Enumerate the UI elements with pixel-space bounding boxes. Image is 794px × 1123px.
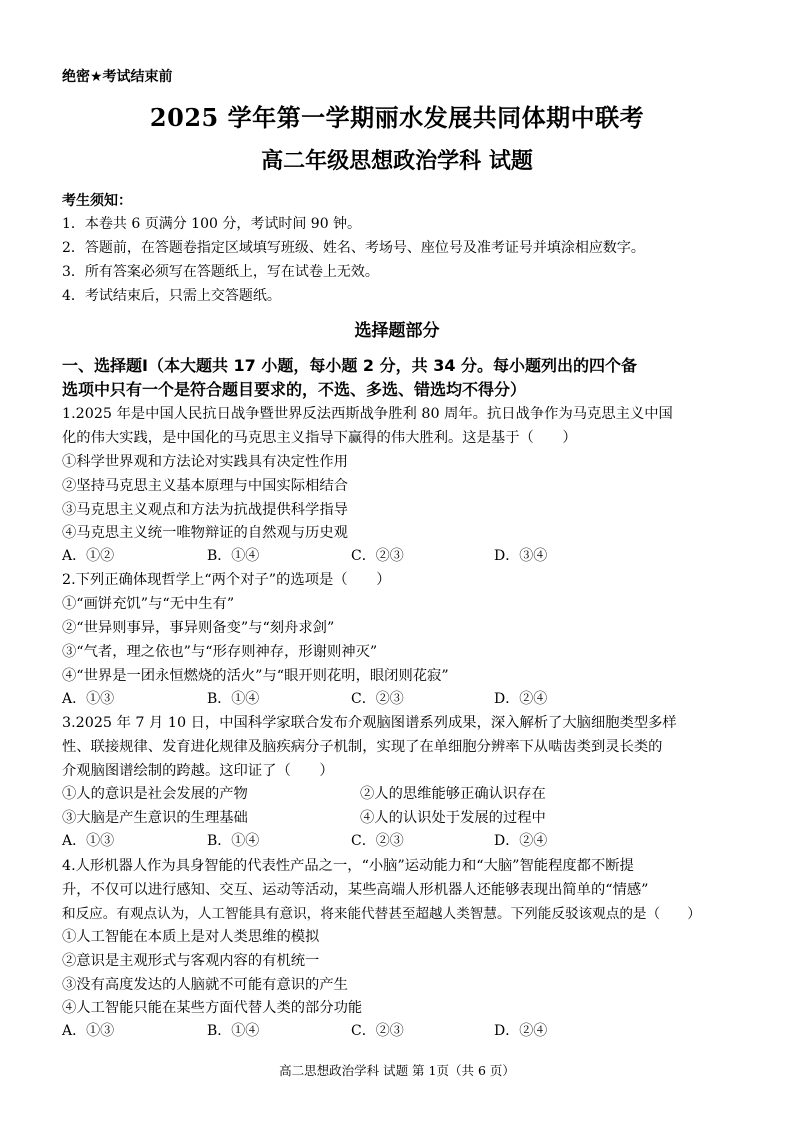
statement-item: ③马克思主义观点和方法为抗战提供科学指导 (62, 502, 348, 518)
statement-item: ④人工智能只能在某些方面代替人类的部分功能 (62, 1000, 363, 1016)
option-d: D．②④ (494, 691, 548, 707)
question-stem: 化的伟大实践，是中国化的马克思主义指导下赢得的伟大胜利。这是基于（ ） (62, 430, 577, 446)
notice-item: 3．所有答案必须写在答题纸上，写在试卷上无效。 (62, 264, 379, 280)
question-stem: 3.2025 年 7 月 10 日，中国科学家联合发布介观脑图谱系列成果，深入解析了大脑细胞类型多样 (62, 715, 677, 731)
question-stem: 1.2025 年是中国人民抗日战争暨世界反法西斯战争胜利 80 周年。抗日战争作为马克思主义中国 (62, 406, 673, 422)
notice-heading: 考生须知： (62, 193, 132, 209)
exam-subtitle: 高二年级思想政治学科 试题 (261, 148, 533, 174)
question-stem: 和反应。有观点认为，人工智能具有意识，将来能代替甚至超越人类智慧。下列能反驳该观点的是（ ） (62, 906, 701, 922)
statement-item: ④人的认识处于发展的过程中 (360, 810, 546, 826)
statement-item: ③“气者，理之依也”与“形存则神存，形谢则神灭” (62, 644, 378, 660)
statement-item: ①科学世界观和方法论对实践具有决定性作用 (62, 454, 348, 470)
question-stem: 4.人形机器人作为具身智能的代表性产品之一，“小脑”运动能力和“大脑”智能程度都不断提 (62, 858, 634, 874)
statement-item: ④“世界是一团永恒燃烧的活火”与“眼开则花明，眼闭则花寂” (62, 668, 449, 684)
option-a: A．①② (62, 548, 115, 564)
option-c: C．②③ (351, 1023, 404, 1039)
question-stem: 性、联接规律、发育进化规律及脑疾病分子机制，实现了在单细胞分辨率下从啮齿类到灵长类的 (62, 739, 663, 755)
option-a: A．①③ (62, 691, 115, 707)
statement-item: ②意识是主观形式与客观内容的有机统一 (62, 953, 320, 969)
exam-title: 2025 学年第一学期丽水发展共同体期中联考 (149, 103, 645, 132)
option-c: C．②③ (351, 833, 404, 849)
statement-item: ④马克思主义统一唯物辩证的自然观与历史观 (62, 525, 348, 541)
part-heading-line2: 选项中只有一个是符合题目要求的，不选、多选、错选均不得分） (62, 380, 527, 399)
option-a: A．①③ (62, 1023, 115, 1039)
option-c: C．②③ (351, 548, 404, 564)
confidential-label: 绝密★考试结束前 (62, 69, 173, 85)
option-d: D．②④ (494, 1023, 548, 1039)
statement-item: ②人的思维能够正确认识存在 (360, 786, 546, 802)
statement-item: ②“世异则事异，事异则备变”与“刻舟求剑” (62, 620, 335, 636)
statement-item: ③大脑是产生意识的生理基础 (62, 810, 248, 826)
notice-item: 1．本卷共 6 页满分 100 分，考试时间 90 钟。 (62, 216, 362, 232)
option-b: B．①④ (207, 833, 260, 849)
notice-item: 4．考试结束后，只需上交答题纸。 (62, 288, 281, 304)
question-stem: 介观脑图谱绘制的跨越。这印证了（ ） (62, 763, 334, 779)
statement-item: ①“画饼充饥”与“无中生有” (62, 596, 235, 612)
statement-item: ①人工智能在本质上是对人类思维的模拟 (62, 929, 320, 945)
page-footer: 高二思想政治学科 试题 第 1页（共 6 页） (279, 1063, 515, 1078)
statement-item: ②坚持马克思主义基本原理与中国实际相结合 (62, 478, 348, 494)
option-a: A．①③ (62, 833, 115, 849)
option-b: B．①④ (207, 548, 260, 564)
part-heading-line1: 一、选择题Ⅰ（本大题共 17 小题，每小题 2 分，共 34 分。每小题列出的四个备 (62, 356, 638, 375)
option-b: B．①④ (207, 691, 260, 707)
question-stem: 2.下列正确体现哲学上“两个对子”的选项是（ ） (62, 572, 391, 588)
notice-item: 2．答题前，在答题卷指定区域填写班级、姓名、考场号、座位号及准考证号并填涂相应数字。 (62, 240, 645, 256)
section-title: 选择题部分 (354, 321, 440, 341)
question-stem: 升，不仅可以进行感知、交互、运动等活动，某些高端人形机器人还能够表现出简单的“情感” (62, 882, 649, 898)
statement-item: ①人的意识是社会发展的产物 (62, 786, 248, 802)
option-d: D．②④ (494, 833, 548, 849)
option-b: B．①④ (207, 1023, 260, 1039)
statement-item: ③没有高度发达的人脑就不可能有意识的产生 (62, 977, 348, 993)
option-c: C．②③ (351, 691, 404, 707)
option-d: D．③④ (494, 548, 548, 564)
